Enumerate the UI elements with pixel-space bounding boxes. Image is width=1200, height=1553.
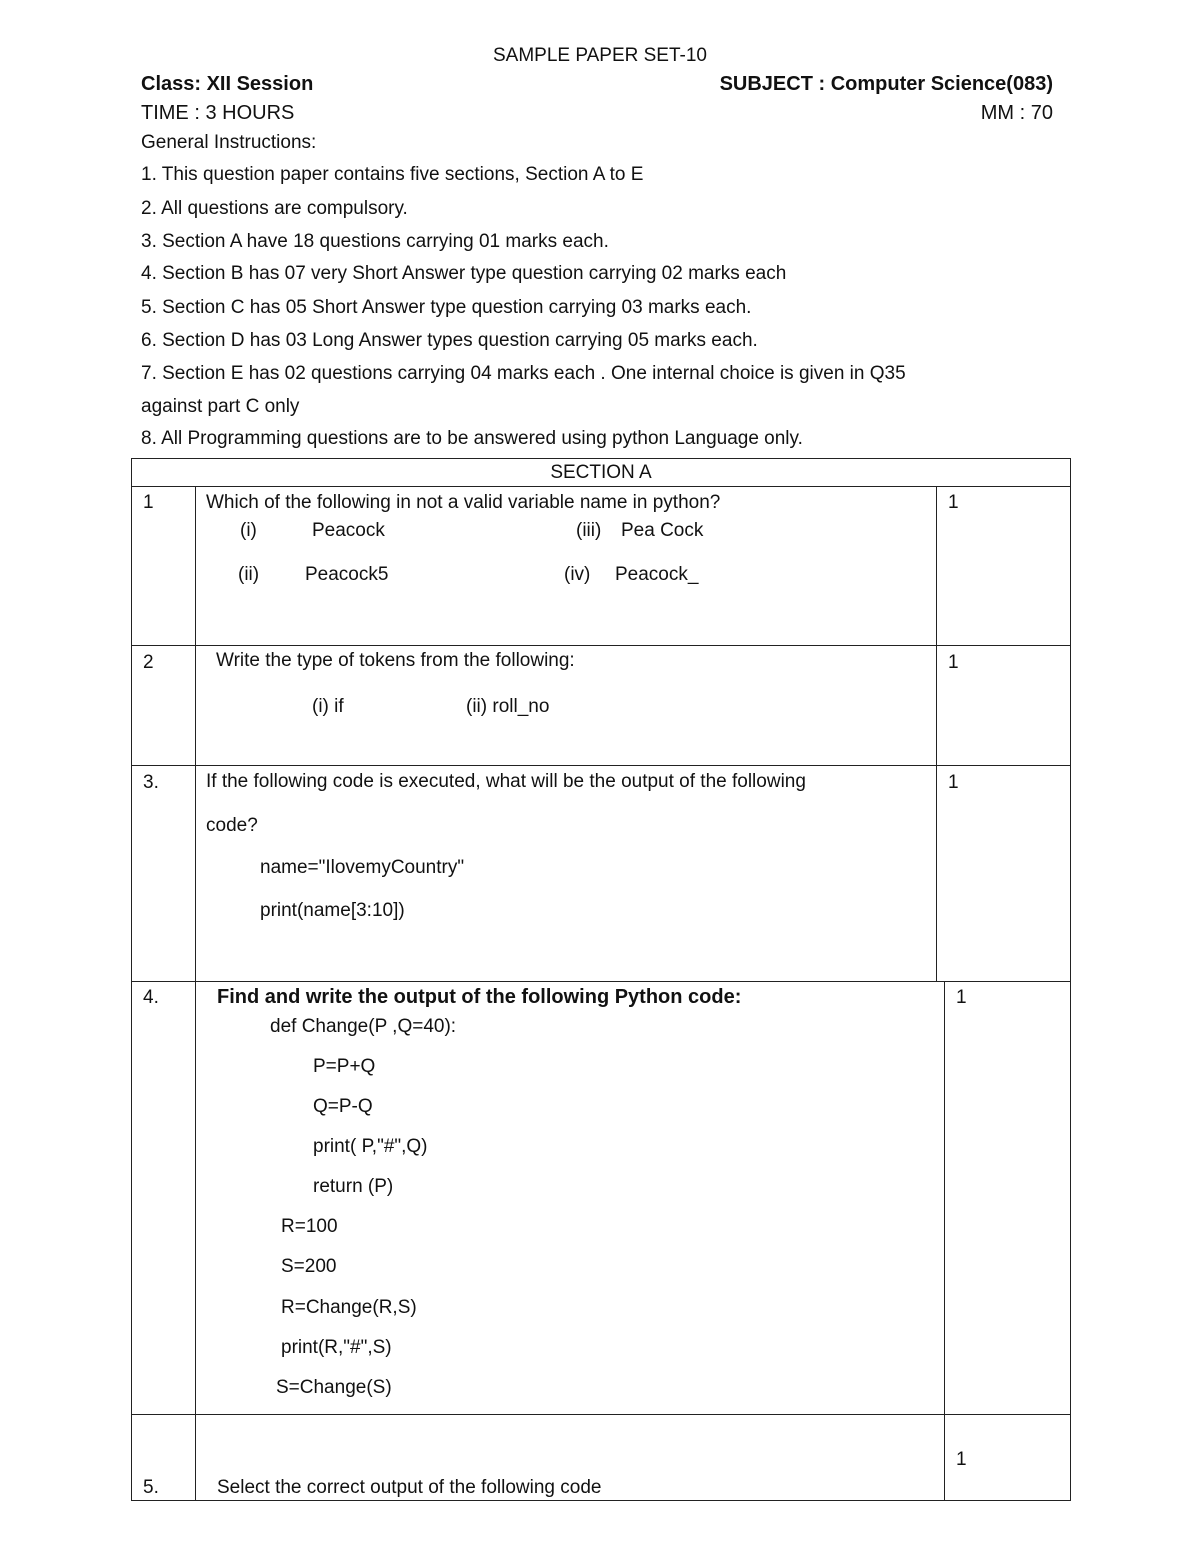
option-value: Peacock_ (615, 564, 699, 585)
question-number: 3. (143, 772, 159, 793)
instructions-heading: General Instructions: (141, 132, 317, 153)
instruction-item: 4. Section B has 07 very Short Answer type question carrying 02 marks each (141, 263, 787, 284)
question-text: If the following code is executed, what will be the output of the following (206, 771, 806, 792)
question-text: Which of the following in not a valid variable name in python? (206, 492, 721, 513)
option-label: (iii) (576, 520, 602, 541)
question-number: 5. (143, 1477, 159, 1498)
paper-title: SAMPLE PAPER SET-10 (492, 45, 707, 66)
code-line: print(name[3:10]) (260, 900, 405, 921)
question-marks: 1 (956, 987, 967, 1008)
option-label: (iv) (564, 564, 591, 585)
code-line: S=200 (281, 1256, 337, 1277)
question-text: Write the type of tokens from the following: (216, 650, 575, 671)
time-allowed: TIME : 3 HOURS (141, 102, 295, 124)
code-line: return (P) (313, 1176, 394, 1197)
question-marks: 1 (956, 1449, 967, 1470)
option-value: (ii) roll_no (466, 696, 550, 717)
code-line: print( P,"#",Q) (313, 1136, 428, 1157)
question-text: code? (206, 815, 258, 836)
question-number: 2 (143, 652, 154, 673)
instruction-item: 2. All questions are compulsory. (141, 198, 408, 219)
code-line: name="IlovemyCountry" (260, 857, 465, 878)
option-label: (i) (240, 520, 257, 541)
code-line: S=Change(S) (276, 1377, 392, 1398)
class-session: Class: XII Session (141, 73, 314, 95)
code-line: R=Change(R,S) (281, 1297, 417, 1318)
instruction-item: 6. Section D has 03 Long Answer types question carrying 05 marks each. (141, 330, 758, 351)
instruction-item: 8. All Programming questions are to be answered using python Language only. (141, 428, 803, 449)
instruction-item: 5. Section C has 05 Short Answer type question carrying 03 marks each. (141, 297, 752, 318)
instruction-item: against part C only (141, 396, 300, 417)
code-line: Q=P-Q (313, 1096, 373, 1117)
instruction-item: 7. Section E has 02 questions carrying 04 marks each . One internal choice is given in Q35 (141, 363, 906, 384)
option-value: (i) if (312, 696, 344, 717)
subject: SUBJECT : Computer Science(083) (719, 73, 1053, 95)
question-text: Select the correct output of the following code (217, 1477, 602, 1498)
instruction-item: 1. This question paper contains five sections, Section A to E (141, 164, 644, 185)
question-marks: 1 (948, 492, 959, 513)
question-text: Find and write the output of the following Python code: (217, 986, 742, 1008)
question-marks: 1 (948, 772, 959, 793)
code-line: print(R,"#",S) (281, 1337, 392, 1358)
code-line: P=P+Q (313, 1056, 376, 1077)
option-label: (ii) (238, 564, 260, 585)
option-value: Peacock5 (305, 564, 389, 585)
instruction-item: 3. Section A have 18 questions carrying 01 marks each. (141, 231, 609, 252)
code-line: def Change(P ,Q=40): (270, 1016, 457, 1037)
section-a-heading: SECTION A (550, 462, 652, 483)
option-value: Pea Cock (621, 520, 704, 541)
question-number: 4. (143, 987, 159, 1008)
option-value: Peacock (312, 520, 385, 541)
question-marks: 1 (948, 652, 959, 673)
max-marks: MM : 70 (980, 102, 1053, 124)
question-number: 1 (143, 492, 154, 513)
code-line: R=100 (281, 1216, 338, 1237)
